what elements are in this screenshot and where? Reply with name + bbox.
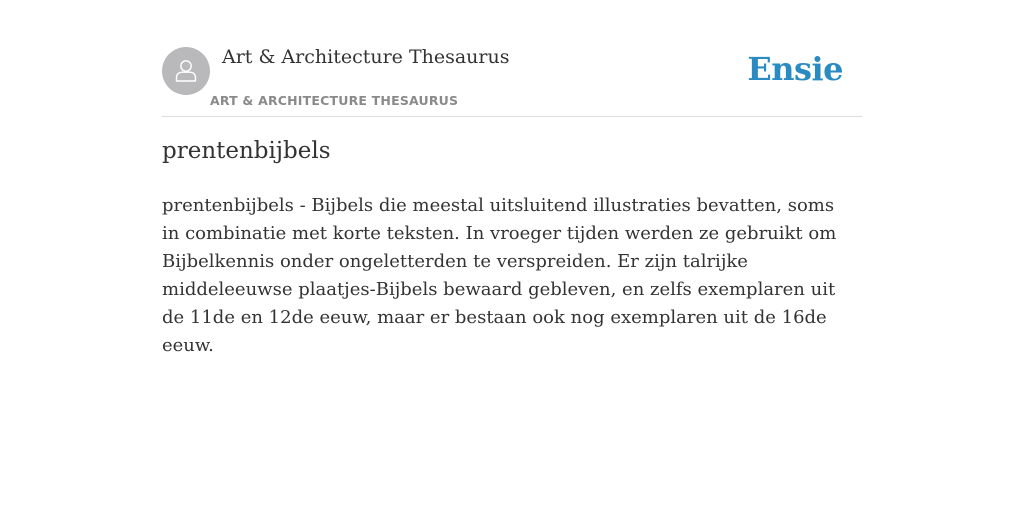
brand-logo[interactable]: Ensie <box>747 50 843 88</box>
term-title: prentenbijbels <box>162 138 331 164</box>
source-label[interactable]: ART & ARCHITECTURE THESAURUS <box>210 93 459 108</box>
header <box>162 44 862 117</box>
definition-text: prentenbijbels - Bijbels die meestal uitsluitend illustraties bevatten, soms in combinatie met korte teksten. In vroeger tijden werden ze gebruikt om Bijbelkennis onder ongeletterden te verspreiden. Er zijn talrijke middeleeuwse plaatjes-Bijbels bewaard gebleven, en zelfs exemplaren uit de 11de en 12de eeuw, maar er bestaan ook nog exemplaren uit de 16de eeuw. <box>162 195 837 356</box>
author-name[interactable]: Art & Architecture Thesaurus <box>222 46 510 68</box>
user-icon <box>171 56 201 86</box>
avatar[interactable] <box>162 47 210 95</box>
